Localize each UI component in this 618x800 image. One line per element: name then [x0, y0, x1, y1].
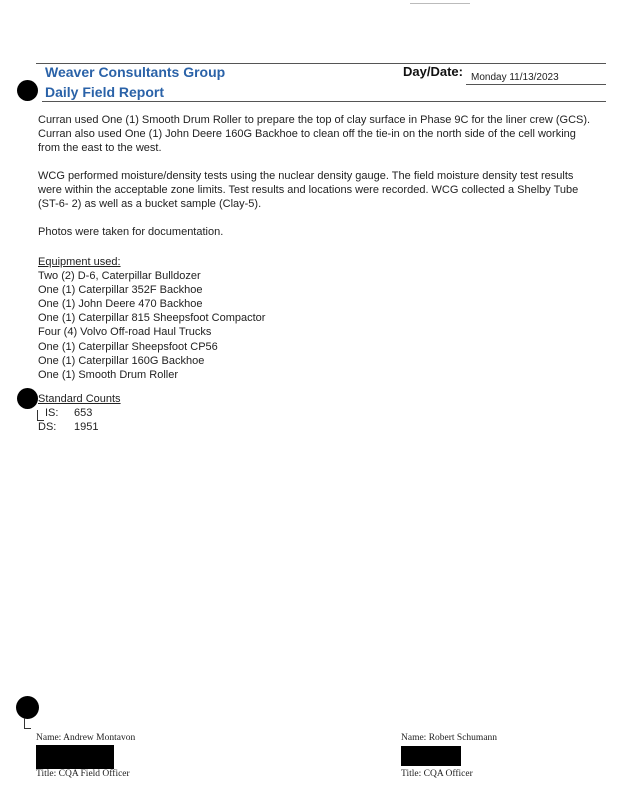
- header-rule-bottom: [42, 101, 606, 102]
- left-signer-title: Title: CQA Field Officer: [36, 769, 130, 779]
- standard-counts-section: [38, 392, 121, 434]
- date-underline: [466, 84, 606, 85]
- equipment-item: One (1) Smooth Drum Roller: [38, 368, 178, 381]
- count-value: 653: [74, 407, 93, 419]
- redacted-signature: [36, 745, 114, 769]
- redacted-signature: [401, 746, 461, 766]
- left-signer-name: Name: Andrew Montavon: [36, 733, 136, 743]
- scan-mark: [410, 3, 470, 4]
- equipment-section: [38, 255, 265, 382]
- equipment-item: One (1) Caterpillar 815 Sheepsfoot Compactor: [38, 312, 266, 325]
- margin-bracket: [24, 718, 31, 729]
- date-value: Monday 11/13/2023: [471, 72, 559, 83]
- paragraph-photos: Photos were taken for documentation.: [38, 226, 224, 238]
- count-row-is: [38, 406, 121, 420]
- right-signer-title: Title: CQA Officer: [401, 769, 473, 779]
- company-name: Weaver Consultants Group: [45, 64, 226, 80]
- count-value: 1951: [74, 421, 99, 433]
- equipment-title: Equipment used:: [38, 256, 121, 268]
- report-title: Daily Field Report: [45, 84, 165, 100]
- equipment-item: One (1) Caterpillar Sheepsfoot CP56: [38, 340, 218, 353]
- equipment-item: Four (4) Volvo Off-road Haul Trucks: [38, 326, 212, 339]
- right-signer-name: Name: Robert Schumann: [401, 733, 498, 743]
- count-label: IS:: [45, 407, 59, 419]
- standard-counts-title: Standard Counts: [38, 393, 121, 405]
- equipment-item: One (1) Caterpillar 160G Backhoe: [38, 354, 205, 367]
- paragraph-testing: WCG performed moisture/density tests using the nuclear density gauge. The field moisture density test results were within the acceptable zone limits. Test results and locations were recorded. WCG collected a Shelby Tube (ST-6- 2) as well as a bucket sample (Clay-5).: [38, 170, 579, 210]
- count-row-ds: [38, 420, 121, 434]
- binder-hole-icon: [17, 388, 38, 409]
- paragraph-operations: Curran used One (1) Smooth Drum Roller to prepare the top of clay surface in Phase 9C for the liner crew (GCS). Curran also used One (1) John Deere 160G Backhoe to clean off the tie-in on the north side of the cell working from the east to the west.: [38, 114, 591, 154]
- date-label: Day/Date:: [403, 64, 463, 79]
- binder-hole-icon: [16, 696, 39, 719]
- equipment-item: One (1) John Deere 470 Backhoe: [38, 298, 203, 311]
- equipment-item: One (1) Caterpillar 352F Backhoe: [38, 284, 203, 297]
- equipment-item: Two (2) D-6, Caterpillar Bulldozer: [38, 270, 201, 283]
- binder-hole-icon: [17, 80, 38, 101]
- count-label: DS:: [38, 421, 57, 433]
